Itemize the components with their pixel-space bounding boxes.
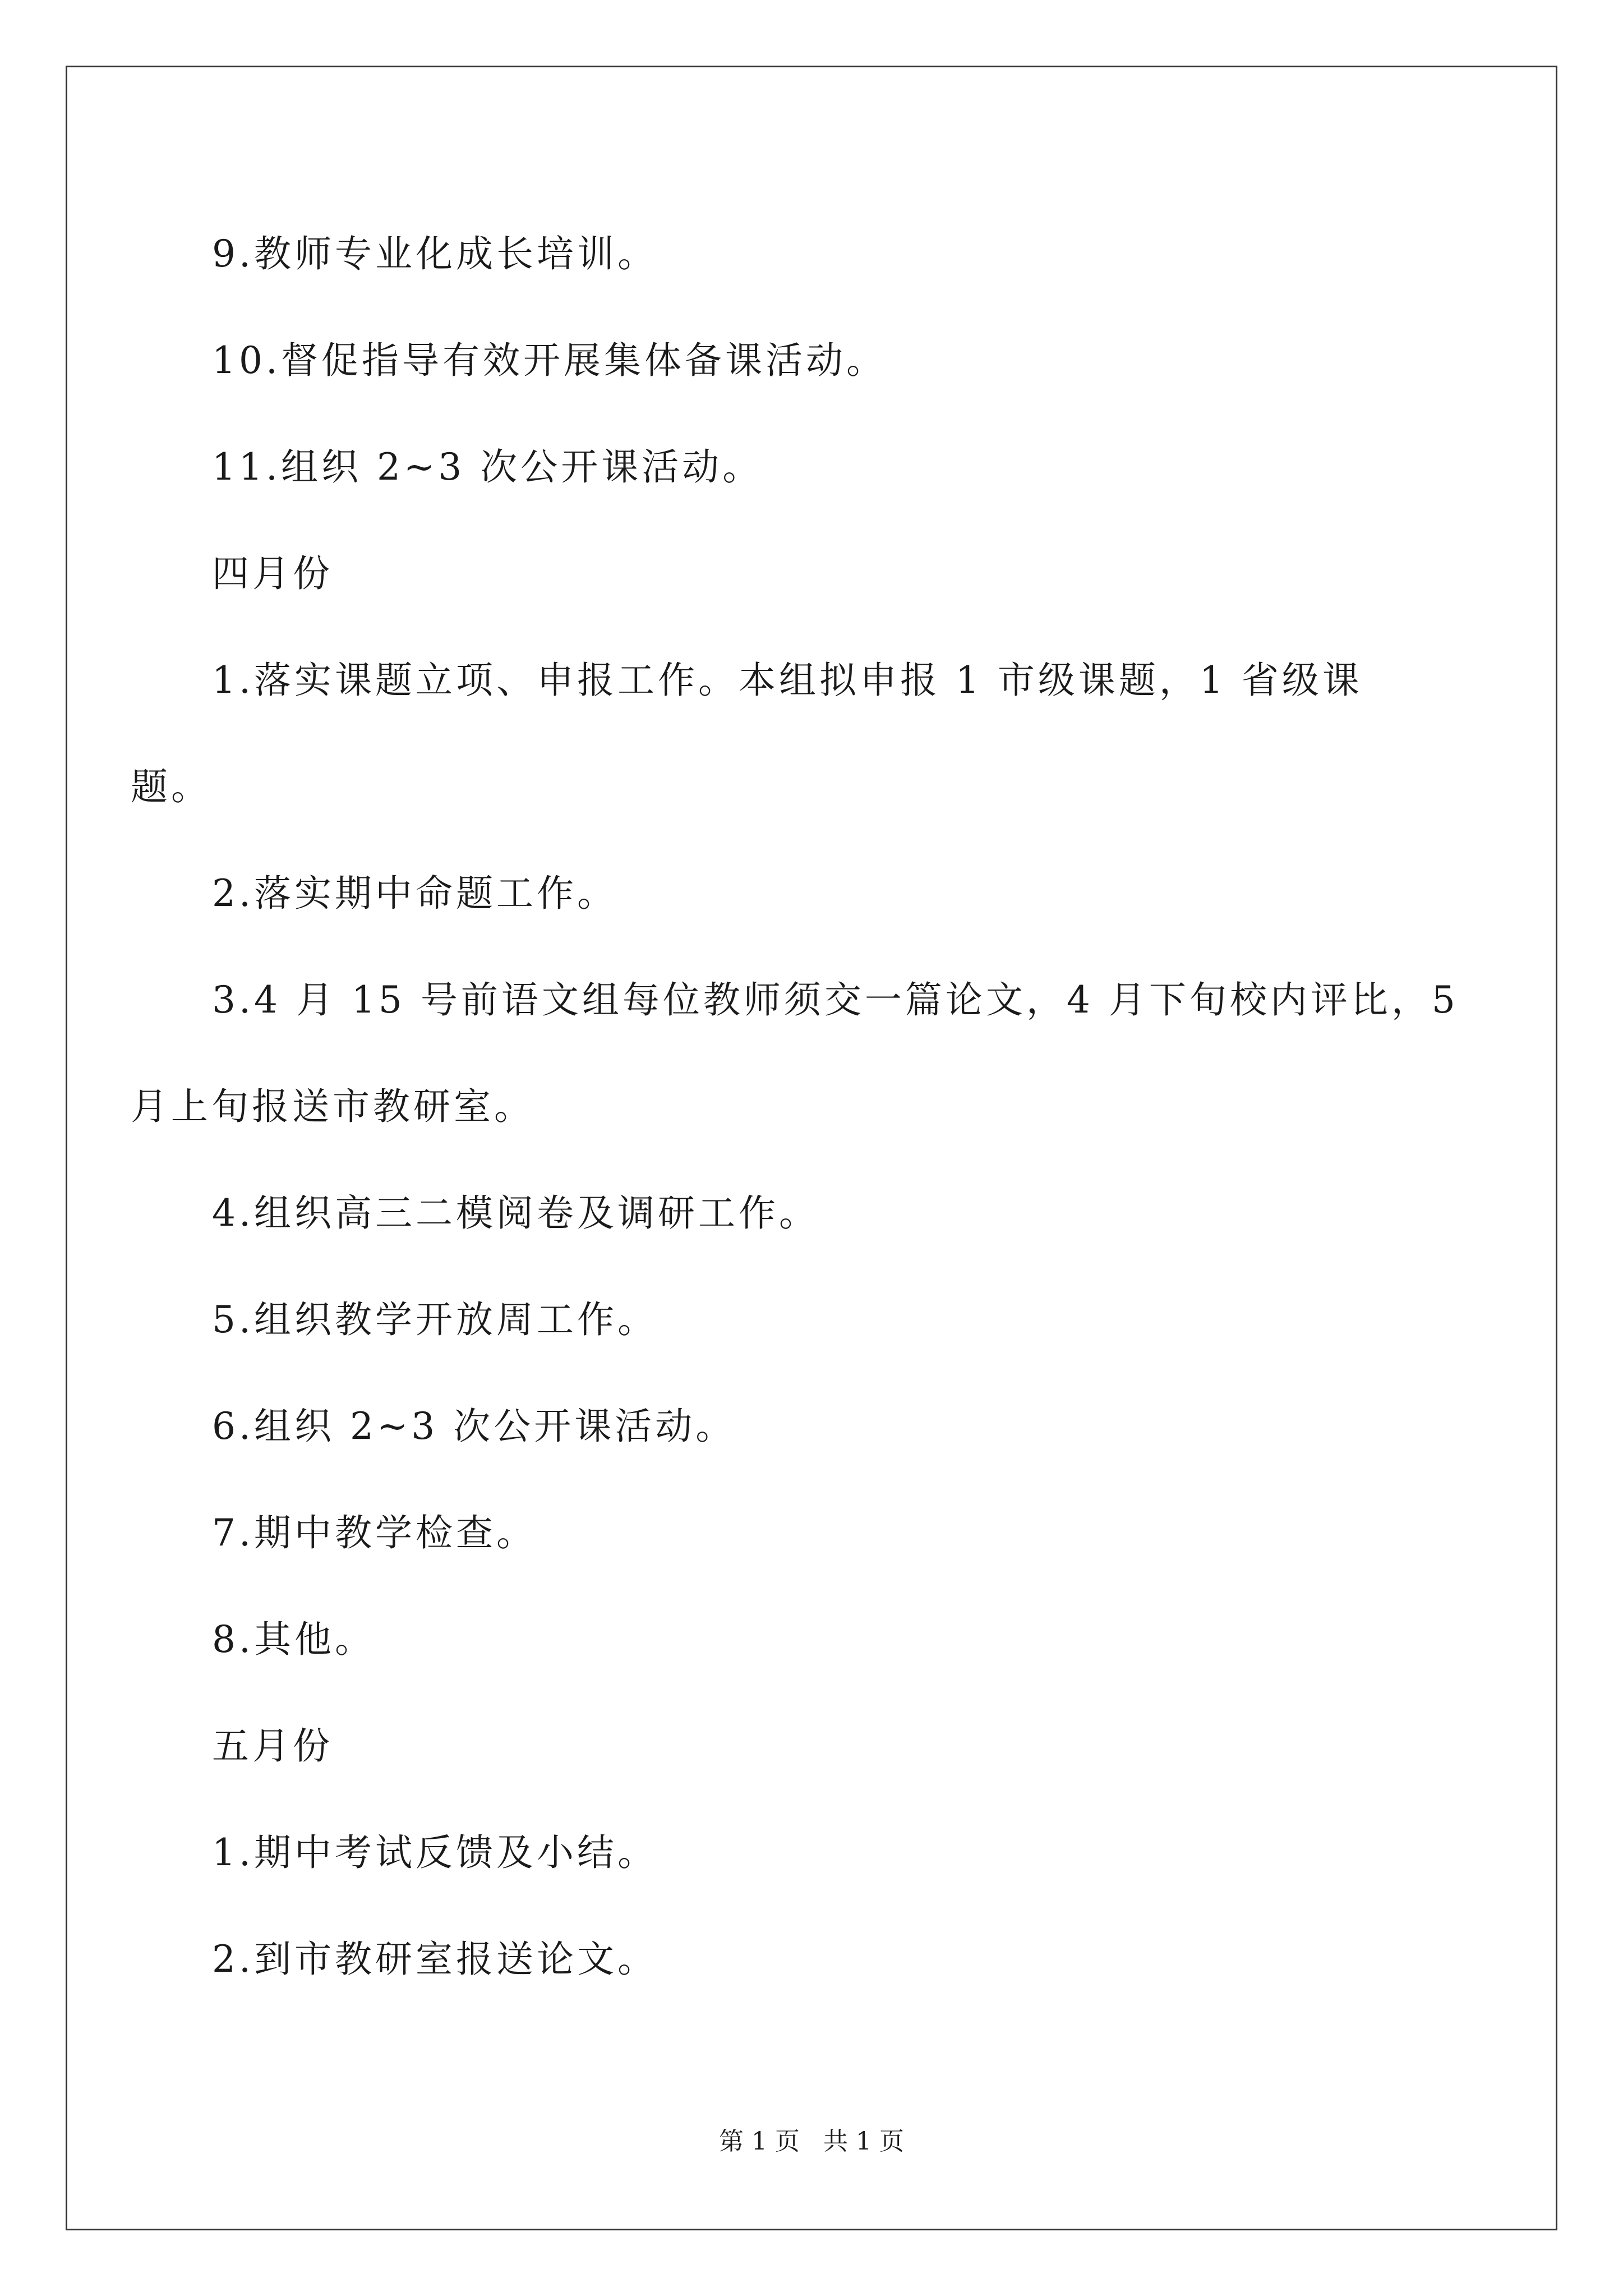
- list-item: 9.教师专业化成长培训。: [212, 232, 658, 275]
- list-item-continuation: 月上旬报送市教研室。: [131, 1085, 534, 1128]
- page-border: [66, 66, 1557, 2230]
- list-item: 2.到市教研室报送论文。: [212, 1938, 658, 1981]
- list-item: 3.4 月 15 号前语文组每位教师须交一篇论文，4 月下旬校内评比，5: [212, 978, 1459, 1022]
- list-item: 7.期中教学检查。: [212, 1511, 537, 1554]
- list-item: 6.组织 2~3 次公开课活动。: [212, 1405, 736, 1448]
- list-item: 1.落实课题立项、申报工作。本组拟申报 1 市级课题，1 省级课: [212, 659, 1363, 702]
- list-item: 10.督促指导有效开展集体备课活动。: [212, 339, 887, 382]
- list-item: 5.组织教学开放周工作。: [212, 1298, 658, 1341]
- list-item: 2.落实期中命题工作。: [212, 872, 617, 915]
- list-item: 11.组织 2~3 次公开课活动。: [212, 445, 763, 489]
- section-heading: 五月份: [212, 1724, 333, 1768]
- page-number-footer: 第 1 页 共 1 页: [719, 2127, 904, 2156]
- section-heading: 四月份: [212, 552, 333, 595]
- list-item: 4.组织高三二模阅卷及调研工作。: [212, 1191, 819, 1235]
- list-item-continuation: 题。: [131, 765, 211, 808]
- list-item: 1.期中考试反馈及小结。: [212, 1831, 658, 1874]
- list-item: 8.其他。: [212, 1618, 375, 1661]
